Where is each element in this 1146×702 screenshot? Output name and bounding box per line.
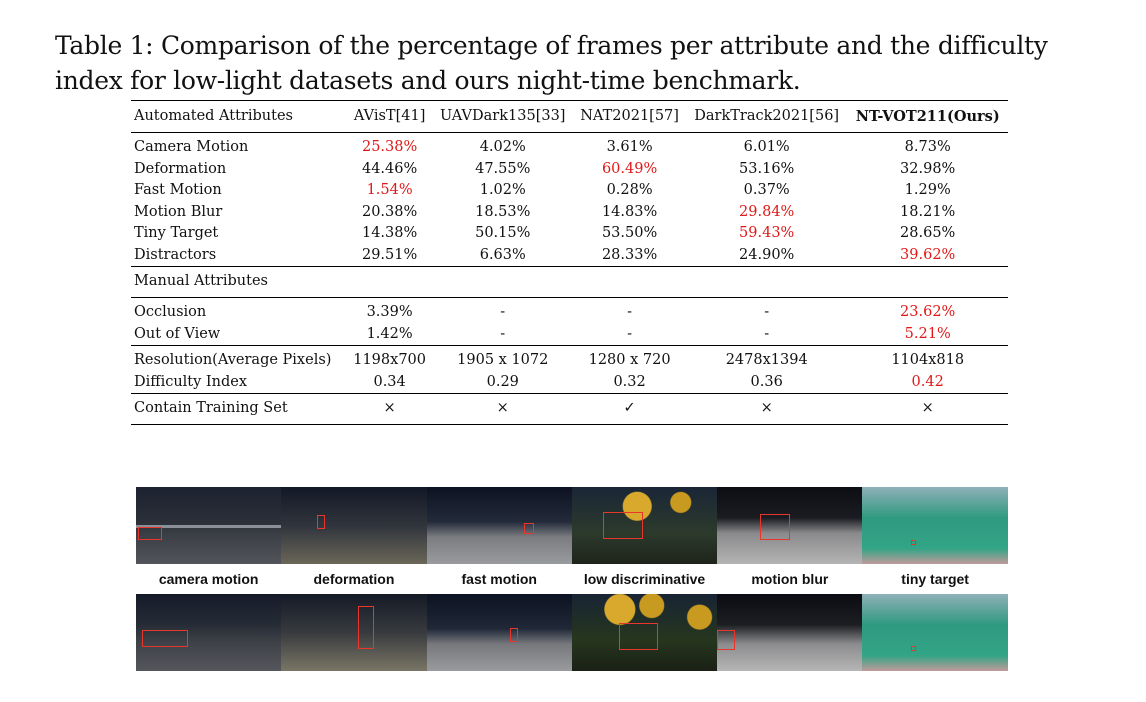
caption-line-1: Table 1: Comparison of the percentage of frames per attribute and the difficulty xyxy=(55,31,1048,60)
bounding-box xyxy=(603,512,643,539)
comparison-table xyxy=(131,100,1008,425)
cell: - xyxy=(500,325,506,342)
bounding-box xyxy=(138,527,162,540)
header-nat2021: NAT2021[57] xyxy=(573,101,686,133)
header-darktrack2021: DarkTrack2021[56] xyxy=(686,101,847,133)
cell: × xyxy=(847,394,1008,425)
cell: 23.62% xyxy=(900,304,956,320)
table-row xyxy=(131,223,1008,245)
table-row xyxy=(131,159,1008,181)
caption-line-2: index for low-light datasets and ours night-time benchmark. xyxy=(55,66,801,95)
row-label: Motion Blur xyxy=(134,203,223,220)
table-row xyxy=(131,324,1008,346)
cell: - xyxy=(764,304,770,320)
row-label: Camera Motion xyxy=(134,139,249,155)
bounding-box xyxy=(760,514,790,540)
cell: 18.53% xyxy=(475,203,531,220)
thumb-tiny-target-top xyxy=(862,487,1007,564)
cell: - xyxy=(764,325,770,342)
table-row xyxy=(131,180,1008,202)
cell: 1104x818 xyxy=(847,346,1008,372)
bounding-box xyxy=(358,606,374,649)
cell: 0.34 xyxy=(373,373,406,390)
cell: 59.43% xyxy=(739,225,795,241)
table-row xyxy=(131,394,1008,425)
label-tiny-target: tiny target xyxy=(901,571,969,587)
row-label: Occlusion xyxy=(134,304,207,320)
cell: 0.29 xyxy=(486,373,519,390)
cell: - xyxy=(627,325,633,342)
thumb-low-discriminative-top xyxy=(572,487,717,564)
bounding-box xyxy=(510,628,518,642)
cell: 44.46% xyxy=(361,160,418,177)
cell: 4.02% xyxy=(479,139,526,155)
cell: × xyxy=(686,394,847,425)
cell xyxy=(686,267,847,298)
cell: 53.50% xyxy=(601,225,658,241)
cell xyxy=(847,267,1008,298)
row-label: Contain Training Set xyxy=(131,394,347,425)
figure-labels xyxy=(136,571,1008,587)
cell: 1280 x 720 xyxy=(573,346,686,372)
cell: 1.54% xyxy=(366,182,413,198)
thumb-camera-motion-top xyxy=(136,487,281,564)
table-row xyxy=(131,133,1008,159)
thumb-tiny-target-bottom xyxy=(862,594,1007,671)
cell: - xyxy=(500,304,506,320)
cell: 6.63% xyxy=(479,246,526,263)
manual-attributes-label: Manual Attributes xyxy=(131,267,347,298)
cell: 29.51% xyxy=(361,246,418,263)
cell: 47.55% xyxy=(475,160,531,177)
cell: 0.32 xyxy=(613,373,646,390)
cell: - xyxy=(627,304,633,320)
header-avist: AVisT[41] xyxy=(347,101,432,133)
cell: 18.21% xyxy=(900,203,956,220)
cell: 5.21% xyxy=(904,325,951,342)
cell: 2478x1394 xyxy=(686,346,847,372)
label-low-discriminative: low discriminative xyxy=(583,571,706,587)
cell: 0.28% xyxy=(606,182,653,198)
thumb-deformation-top xyxy=(281,487,426,564)
row-label: Distractors xyxy=(134,246,217,263)
cell xyxy=(432,267,573,298)
table-row xyxy=(131,372,1008,394)
cell: 14.38% xyxy=(361,225,418,241)
cell: 8.73% xyxy=(904,139,951,155)
cell: 53.16% xyxy=(739,160,795,177)
row-label: Fast Motion xyxy=(134,182,222,198)
cell: 0.36 xyxy=(750,373,783,390)
thumb-low-discriminative-bottom xyxy=(572,594,717,671)
thumb-fast-motion-bottom xyxy=(427,594,572,671)
cell xyxy=(347,267,432,298)
table-row xyxy=(131,346,1008,372)
cell: 14.83% xyxy=(601,203,658,220)
table-row xyxy=(131,298,1008,324)
header-uavdark135: UAVDark135[33] xyxy=(432,101,573,133)
cell: 1.42% xyxy=(366,325,413,342)
cell: 6.01% xyxy=(743,139,790,155)
thumb-camera-motion-bottom xyxy=(136,594,281,671)
cell: 24.90% xyxy=(739,246,795,263)
row-label: Difficulty Index xyxy=(134,373,248,390)
thumb-deformation-bottom xyxy=(281,594,426,671)
cell: 28.65% xyxy=(900,225,956,241)
cell: 39.62% xyxy=(900,246,956,263)
bounding-box xyxy=(619,623,658,650)
cell: × xyxy=(347,394,432,425)
bounding-box xyxy=(142,630,188,647)
figure-top-strip xyxy=(136,487,1008,564)
cell: × xyxy=(432,394,573,425)
bounding-box xyxy=(524,523,534,534)
cell: ✓ xyxy=(573,394,686,425)
cell: 25.38% xyxy=(361,139,418,155)
cell: 1198x700 xyxy=(347,346,432,372)
cell: 3.39% xyxy=(366,304,413,320)
thumb-motion-blur-top xyxy=(717,487,862,564)
row-label: Resolution(Average Pixels) xyxy=(131,346,347,372)
label-deformation: deformation xyxy=(313,571,395,587)
cell: 28.33% xyxy=(601,246,658,263)
bounding-box xyxy=(717,630,735,650)
table-row xyxy=(131,245,1008,267)
label-fast-motion: fast motion xyxy=(461,571,537,587)
header-automated-attributes: Automated Attributes xyxy=(131,101,347,133)
label-motion-blur: motion blur xyxy=(751,571,829,587)
cell: 50.15% xyxy=(475,225,531,241)
cell: 3.61% xyxy=(606,139,653,155)
figure-bottom-strip xyxy=(136,594,1008,671)
row-label: Tiny Target xyxy=(134,225,219,241)
cell: 32.98% xyxy=(900,160,956,177)
thumb-motion-blur-bottom xyxy=(717,594,862,671)
bounding-box xyxy=(317,515,325,529)
cell: 1.29% xyxy=(904,182,951,198)
cell: 1905 x 1072 xyxy=(432,346,573,372)
table-row xyxy=(131,202,1008,224)
header-nt-vot211: NT-VOT211(Ours) xyxy=(847,101,1008,133)
table-caption xyxy=(55,28,1115,98)
bounding-box xyxy=(911,646,916,651)
row-label: Deformation xyxy=(134,160,227,177)
cell: 1.02% xyxy=(479,182,526,198)
bounding-box xyxy=(911,540,916,545)
table-header-row xyxy=(131,101,1008,133)
cell: 0.42 xyxy=(911,373,944,390)
cell: 0.37% xyxy=(743,182,790,198)
label-camera-motion: camera motion xyxy=(158,571,259,587)
cell: 29.84% xyxy=(739,203,795,220)
manual-attributes-header-row xyxy=(131,267,1008,298)
cell: 20.38% xyxy=(361,203,418,220)
thumb-fast-motion-top xyxy=(427,487,572,564)
cell xyxy=(573,267,686,298)
cell: 60.49% xyxy=(601,160,658,177)
row-label: Out of View xyxy=(134,325,221,342)
